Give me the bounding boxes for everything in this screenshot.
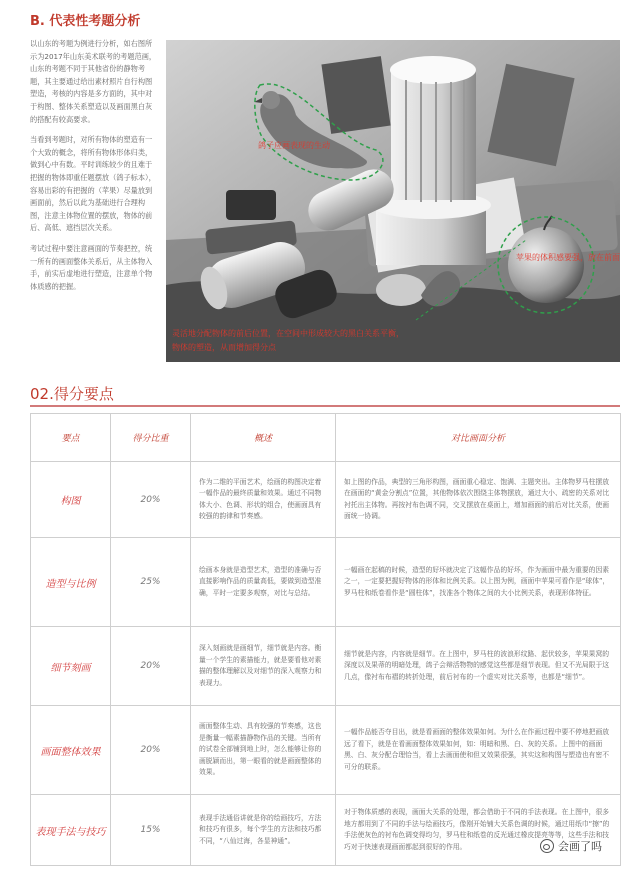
row-summary: 绘画本身就是造型艺术，造型的准确与否直接影响作品的质量高低，要做到造型准确，平时一定要多观察，对比与总结。 <box>191 538 336 627</box>
row-ratio: 25% <box>111 538 191 627</box>
scoring-table <box>30 413 621 866</box>
intro-text <box>30 38 158 301</box>
annotation-apple: 苹果的体积感要强，放在前面 <box>516 253 620 262</box>
still-life-drawing <box>166 40 620 362</box>
section-divider <box>30 405 620 407</box>
row-point: 构图 <box>31 462 111 538</box>
row-analysis: 对于物体质感的表现，画面大关系的处理，都会借助于不同的手法表现。在上图中，很多地方都用到了不同的手法与绘画技巧，像刚开始铺大关系色调的时候，通过用纸巾“擦”的手法使灰色的衬布色调变得均匀，罗马柱和纸卷的反光通过橡皮提亮等等，这些手法和技巧对于快速表现画面都起到很好的作用。 <box>336 795 621 866</box>
table-row <box>31 462 621 538</box>
header-analysis: 对比画面分析 <box>336 414 621 462</box>
intro-paragraph: 考试过程中要注意画面的节奏把控，统一所有的画面整体关系后，从主体物入手，前实后虚地进行塑造，注意单个物体质感的把握。 <box>30 243 153 291</box>
still-life-photo <box>166 40 620 362</box>
annotation-drapery-line2: 物体的塑造，从而增加得分点 <box>172 343 276 352</box>
table-header-row <box>31 414 621 462</box>
row-analysis: 细节就是内容，内容就是细节。在上图中，罗马柱的波浪形纹路、起伏较多，苹果果窝的深度以及果蒂的明暗处理，鸽子会辩活物物的感觉这些都是细节表现。但又不光局限于这几点，像衬布布褶的转折处理，前后衬布的一个虚实对比关系等，也都是“细节”。 <box>336 627 621 706</box>
row-summary: 深入刻画就是画细节，细节就是内容。衡量一个学生的素描能力，就是要看他对素描的整体理解以及对细节的深入观察力和表现力。 <box>191 627 336 706</box>
header-point: 要点 <box>31 414 111 462</box>
row-point: 造型与比例 <box>31 538 111 627</box>
table-row <box>31 627 621 706</box>
row-ratio: 20% <box>111 706 191 795</box>
intro-paragraph: 当看到考题时，对所有物体的塑造有一个大致的概念，将所有物体形体归类，做到心中有数。平时训练较少的且难于把握的物体即重任题摆放（鸽子标本），容易出彩的有把握的（苹果）尽量放到画面前，然后以此为基础进行合理构图，注意主体物位置的摆放，物体的前后、高低、遮挡层次关系。 <box>30 135 156 233</box>
row-point: 画面整体效果 <box>31 706 111 795</box>
row-ratio: 20% <box>111 627 191 706</box>
row-analysis: 如上图的作品，典型的三角形构图，画面重心稳定、饱满、主题突出。主体物罗马柱摆放在画面的“黄金分割点”位置，其他物体依次围绕主体物摆放，通过大小、疏密的关系对比衬托出主体物。再按衬布色调不同，交叉摆放在桌面上，增加画面的前后对比关系，使画面统一协调。 <box>336 462 621 538</box>
row-analysis: 一幅作品能否夺目出，就是看画面的整体效果如何。为什么在作画过程中要不停地把画放远了看下，就是在看画面整体效果如何，如：明暗和黑、白、灰的关系。上图中的画面黑、白、灰分配合理恰当，看上去画面使和但又效果很强，其实这和构图与塑造也有密不可分的联系。 <box>336 706 621 795</box>
row-analysis: 一幅画在起稿的时候，造型的好坏就决定了这幅作品的好坏，作为画面中最为重要的因素之一，一定要把握好物体的形体和比例关系。以上图为例，画面中苹果可看作是“球体”，罗马柱和纸卷看作是“圆柱体”，找准各个物体之间的大小比例关系，表现形体特征。 <box>336 538 621 627</box>
watermark-text: 会画了吗 <box>558 840 602 853</box>
header-ratio: 得分比重 <box>111 414 191 462</box>
row-ratio: 20% <box>111 462 191 538</box>
annotation-drapery-line1: 灵活地分配物体的前后位置，在空间中形成较大的黑白关系平衡， <box>172 329 404 338</box>
watermark <box>540 838 602 854</box>
header-summary: 概述 <box>191 414 336 462</box>
table-row <box>31 538 621 627</box>
row-summary: 表现手法通俗讲就是你的绘画技巧，方法和技巧有很多，每个学生的方法和技巧都不同，“八仙过海，各显神通”。 <box>191 795 336 866</box>
section-b-title: B. 代表性考题分析 <box>30 14 141 29</box>
intro-paragraph: 以山东的考题为例进行分析，如右图所示为2017年山东美术联考的考题范画，山东的考题不同于其他省份的静物考题，其主要通过给出素材照片自行构图塑造，考核的内容是多方面的，其中对于构图、整体关系塑造以及画面黑白灰的搭配有较高要求。 <box>30 39 157 124</box>
row-summary: 画面整体生动、具有较强的节奏感，这也是衡量一幅素描静物作品的关键。当所有的试卷全部铺到地上时，怎么能够让你的画脱颖而出，第一眼看的就是画面整体的效果。 <box>191 706 336 795</box>
table-row <box>31 706 621 795</box>
annotation-pigeon: 鸽子应画表现的生动 <box>258 141 330 150</box>
section-02-title: 02.得分要点 <box>30 385 114 403</box>
row-point: 细节刻画 <box>31 627 111 706</box>
wechat-icon <box>540 839 554 853</box>
row-ratio: 15% <box>111 795 191 866</box>
row-summary: 作为二维的平面艺术，绘画的构图决定着一幅作品的最终质量和效果。通过不同物体大小、色调、形状的组合，使画面具有较强的韵律和节奏感。 <box>191 462 336 538</box>
row-point: 表现手法与技巧 <box>31 795 111 866</box>
table-row <box>31 795 621 866</box>
